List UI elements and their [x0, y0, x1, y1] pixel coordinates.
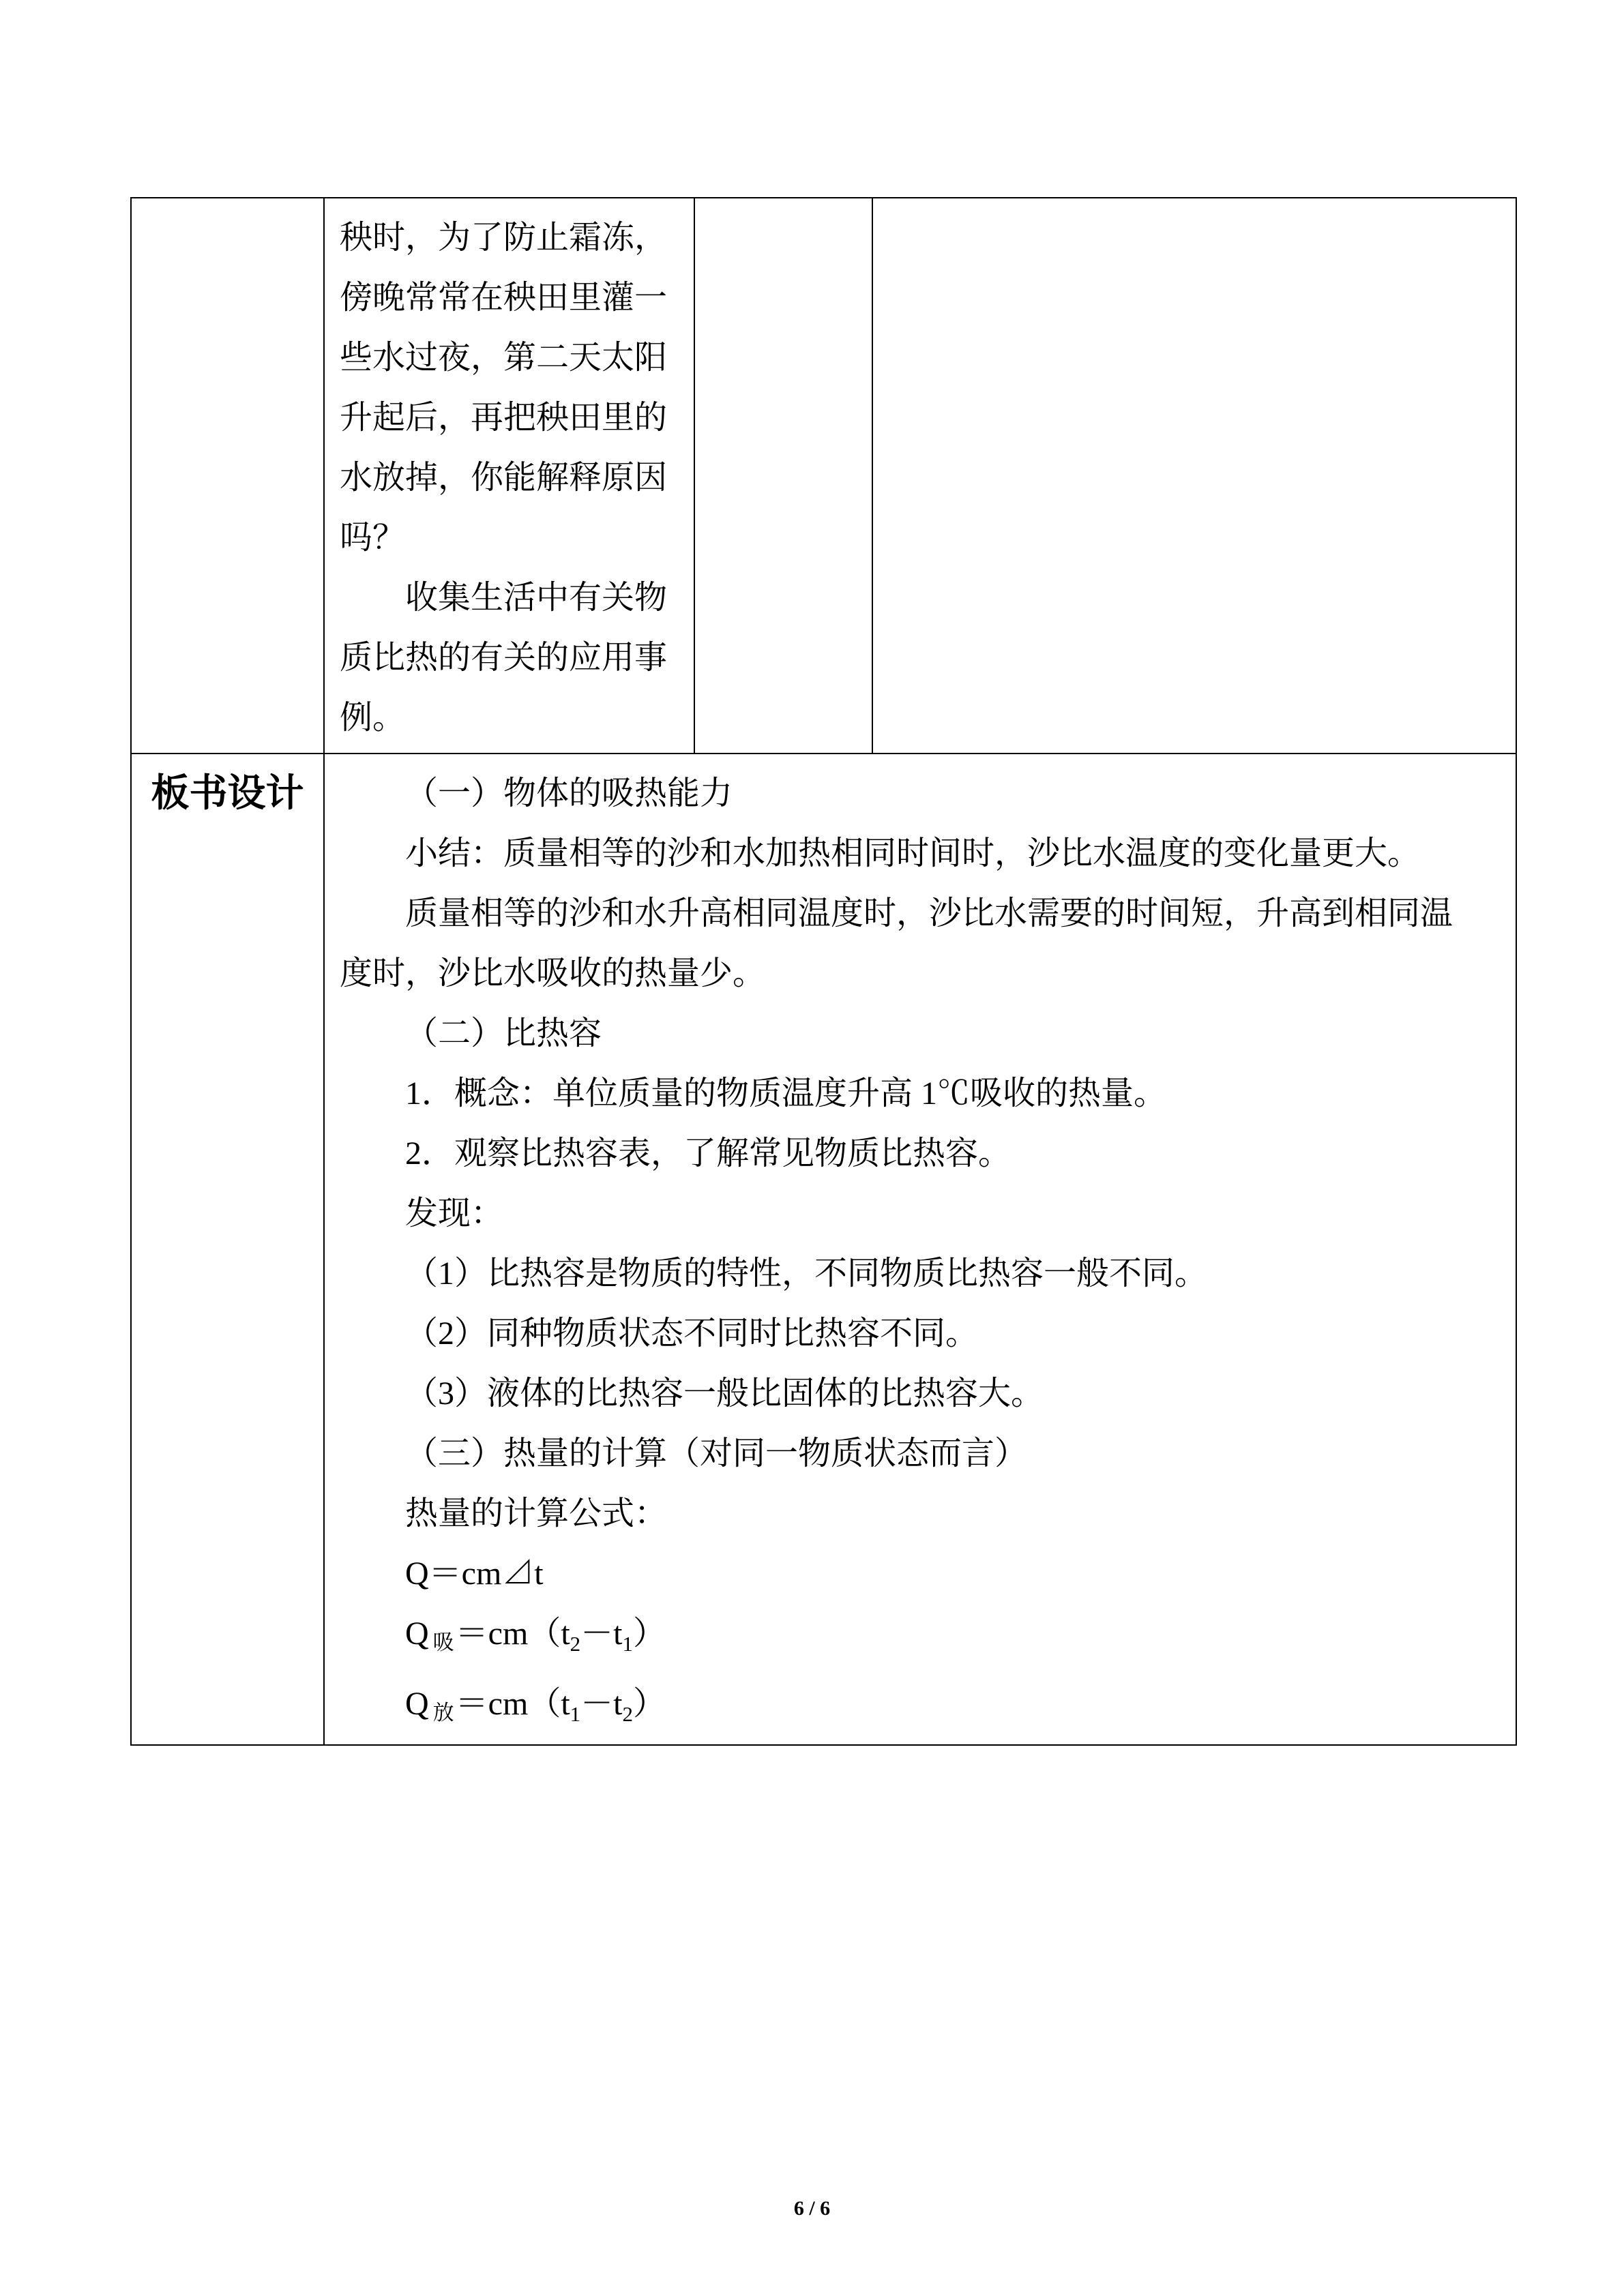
- board-line: 2．观察比热容表，了解常见物质比热容。: [405, 1135, 1012, 1172]
- board-line: （3）液体的比热容一般比固体的比热容大。: [405, 1375, 1044, 1412]
- formula-heat-generic: [340, 1544, 1502, 1604]
- question-line: 秧时，为了防止霜冻，: [340, 220, 668, 256]
- formula-subscript-release: 放: [432, 1701, 454, 1725]
- empty-cell-right: [872, 198, 1516, 754]
- question-line: 傍晚常常在秧田里灌一: [340, 280, 668, 316]
- question-line: 质比热的有关的应用事: [340, 640, 668, 676]
- formula-subscript-absorb: 吸: [432, 1630, 454, 1654]
- question-line: 升起后，再把秧田里的: [340, 400, 668, 436]
- question-line: 例。: [340, 700, 406, 736]
- question-line: 些水过夜，第二天太阳: [340, 340, 668, 376]
- question-line: 水放掉，你能解释原因: [340, 460, 668, 496]
- formula-body: ）: [633, 1615, 666, 1652]
- formula-subscript-t2: 2: [622, 1702, 633, 1726]
- formula-body: ＝cm（t: [455, 1686, 570, 1722]
- question-line: 吗？: [340, 520, 406, 556]
- board-line: （1）比热容是物质的特性，不同物质比热容一般不同。: [405, 1255, 1208, 1292]
- board-line: （2）同种物质状态不同时比热容不同。: [405, 1315, 979, 1352]
- table-row-board-design: [131, 754, 1516, 1745]
- formula-body: －t: [580, 1615, 623, 1652]
- empty-cell-middle: [694, 198, 872, 754]
- formula-body: ）: [633, 1686, 666, 1722]
- page-number: 6 / 6: [793, 2197, 831, 2220]
- formula-heat-released: [340, 1674, 1502, 1744]
- formula-text: Q＝cm⊿t: [405, 1555, 544, 1592]
- board-line: 热量的计算公式：: [405, 1495, 668, 1532]
- formula-subscript-t1: 1: [622, 1632, 633, 1656]
- formula-q: Q: [405, 1686, 429, 1722]
- board-line: 小结：质量相等的沙和水加热相同时间时，沙比水温度的变化量更大。: [405, 835, 1421, 871]
- board-line: 发现：: [405, 1195, 504, 1232]
- formula-body: ＝cm（t: [455, 1615, 570, 1652]
- board-line: （一）物体的吸热能力: [405, 775, 733, 811]
- empty-cell-left: [131, 198, 324, 754]
- table-row-question: [131, 198, 1516, 754]
- board-line: （三）热量的计算（对同一物质状态而言）: [405, 1435, 1028, 1472]
- board-line: 度时，沙比水吸收的热量少。: [340, 955, 766, 992]
- board-line: （二）比热容: [405, 1015, 602, 1052]
- formula-q: Q: [405, 1615, 429, 1652]
- question-line: 收集生活中有关物: [405, 580, 668, 616]
- formula-body: －t: [580, 1686, 623, 1722]
- board-line: 1．概念：单位质量的物质温度升高 1℃吸收的热量。: [405, 1075, 1167, 1112]
- board-design-label-cell: [131, 754, 324, 1745]
- lesson-plan-table: [130, 197, 1517, 1746]
- formula-subscript-t1: 1: [570, 1702, 581, 1726]
- board-line: 质量相等的沙和水升高相同温度时，沙比水需要的时间短，升高到相同温: [405, 895, 1453, 931]
- formula-subscript-t2: 2: [570, 1632, 581, 1656]
- board-design-content-cell: [324, 754, 1516, 1745]
- question-text-cell: [324, 198, 694, 754]
- board-design-label: 板书设计: [151, 773, 304, 815]
- formula-heat-absorbed: [340, 1604, 1502, 1674]
